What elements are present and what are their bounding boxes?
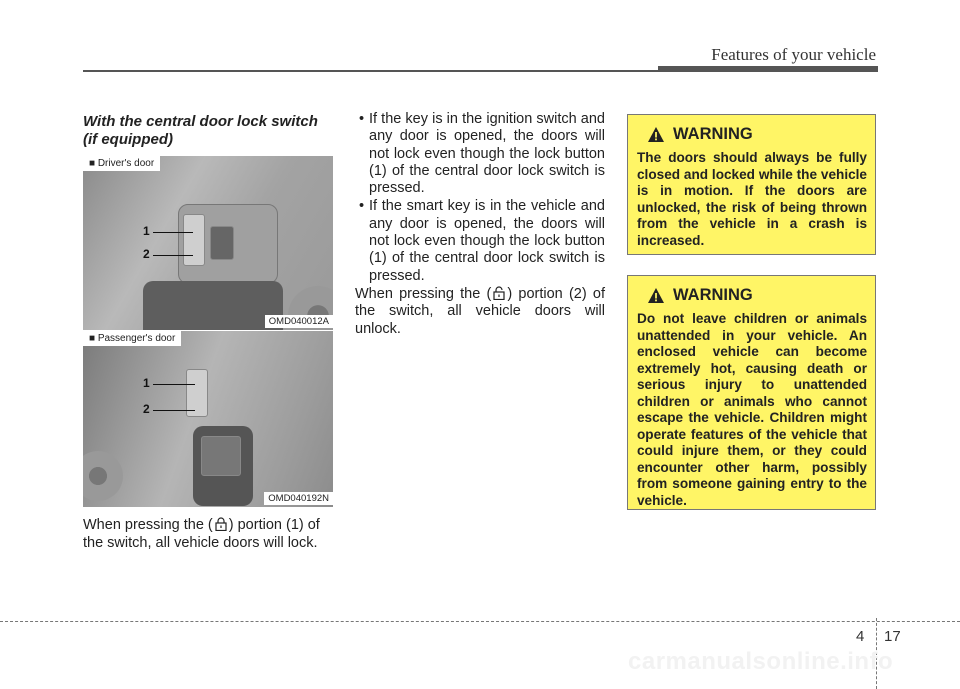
warning-box (627, 114, 876, 255)
photo-label: ■ Driver's door (83, 156, 160, 171)
watermark: carmanualsonline.info (628, 648, 894, 675)
warning-title: WARNING (673, 125, 753, 143)
callout-2: 2 (143, 402, 150, 416)
driver-door-photo (83, 156, 333, 330)
page-number: 17 (884, 628, 901, 645)
unlock-paragraph: When pressing the ( ) portion (2) of the switch, all vehicle doors will unlock. (355, 285, 605, 337)
middle-column (355, 111, 605, 338)
warning-text: Do not leave children or animals unattended in your vehicle. An enclosed vehicle can become extremely hot, causing death or serious injury to unattended children or animals who cannot escape the vehicle. Children might operate features of the vehicle that could injure them, or they could encounter other harm, possibly from someone gaining entry to the vehicle. (637, 311, 867, 508)
warning-box (627, 275, 876, 510)
callout-2: 2 (143, 247, 150, 261)
section-heading: With the central door lock switch (if equipped) (83, 113, 318, 148)
photo-code: OMD040012A (265, 315, 333, 328)
warning-text: The doors should always be fully closed and locked while the vehicle is in motion. If the doors are unlocked, the risk of being thrown from the vehicle in a crash is increased. (637, 150, 867, 248)
warning-triangle-icon (647, 287, 665, 304)
lock-icon (215, 517, 227, 531)
passenger-door-photo (83, 331, 333, 507)
list-item: • If the key is in the ignition switch and any door is opened, the doors will not lock even though the lock button (1) of the central door lock switch is pressed. (359, 111, 605, 197)
callout-1: 1 (143, 376, 150, 390)
unlock-icon (493, 286, 505, 300)
chapter-number: 4 (856, 628, 865, 645)
callout-1: 1 (143, 224, 150, 238)
section-title: Features of your vehicle (711, 45, 876, 64)
photo-code: OMD040192N (264, 492, 333, 505)
header-rule-accent (658, 66, 878, 72)
warning-triangle-icon (647, 126, 665, 143)
warning-title: WARNING (673, 286, 753, 304)
photo-label: ■ Passenger's door (83, 331, 181, 346)
list-item: • If the smart key is in the vehicle and any door is opened, the doors will not lock even though the lock button (1) of the central door lock switch is pressed. (359, 198, 605, 284)
lock-caption: When pressing the ( ) portion (1) of the switch, all vehicle doors will lock. (83, 517, 320, 551)
footer-rule (0, 621, 960, 622)
